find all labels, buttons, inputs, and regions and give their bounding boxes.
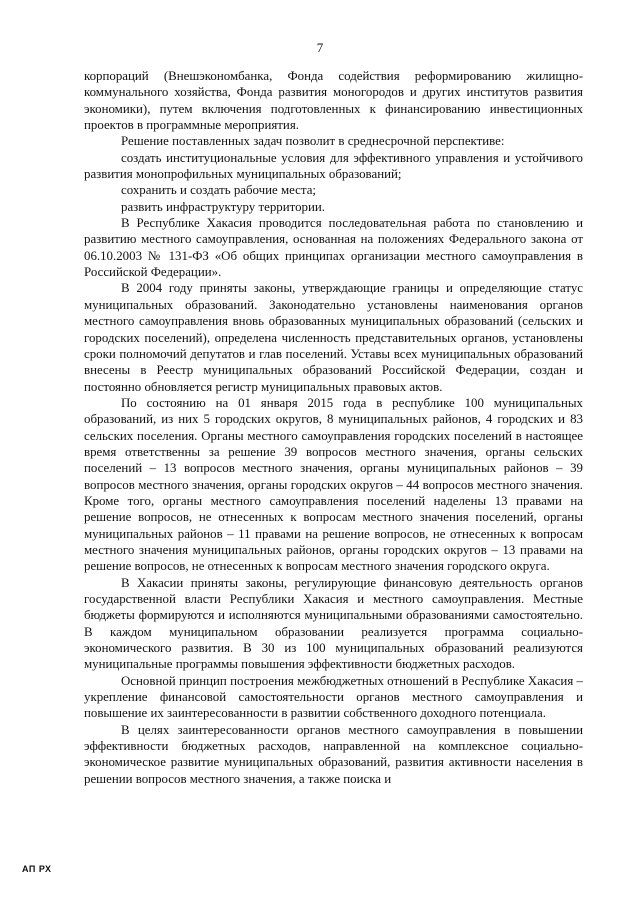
paragraph-tasks-intro: Решение поставленных задач позволит в среднесрочной перспективе: xyxy=(121,134,505,149)
footer-mark: АП РХ xyxy=(22,864,52,874)
page-number: 7 xyxy=(316,40,324,55)
paragraph: Основной принцип построения межбюджетных отношений в Республике Хакасия – укрепление финансовой самостоятельности органов местного самоуправления и повышение их заинтересованности в развитии собственного доходного потенциала. xyxy=(84,673,583,721)
paragraph: В целях заинтересованности органов местного самоуправления в повышении эффективности бюджетных расходов, направленной на комплексное социально-экономическое развитие муниципальных образований, развития активности населения в решении вопросов местного значения, а также поиска и xyxy=(84,722,583,786)
body-text xyxy=(84,68,583,787)
paragraph-list-item: создать институциональные условия для эффективного управления и устойчивого развития монопрофильных муниципальных образований; xyxy=(84,150,583,182)
paragraph-list-item: развить инфраструктуру территории. xyxy=(121,199,325,214)
paragraph: В 2004 году приняты законы, утверждающие границы и определяющие статус муниципальных образований. Законодательно установлены наименования органов местного самоуправления вновь образованных муниципальных образований (сельских и городских поселений), определена численность представительных органов, установлены сроки полномочий депутатов и глав поселений. Уставы всех муниципальных образований внесены в Реестр муниципальных образований Российской Федерации, создан и постоянно обновляется регистр муниципальных правовых актов. xyxy=(84,281,583,394)
paragraph: По состоянию на 01 января 2015 года в республике 100 муниципальных образований, из них 5 городских округов, 8 муниципальных районов, 4 городских и 83 сельских поселения. Органы местного самоуправления городских поселений в настоящее время ответственны за решение 39 вопросов местного значения, органы сельских поселений – 13 вопросов местного значения, органы муниципальных районов – 39 вопросов местного значения, органы городских округов – 44 вопросов местного значения. Кроме того, органы местного самоуправления поселений наделены 13 правами на решение вопросов, не отнесенных к вопросам местного значения поселений, органы муниципальных районов – 11 правами на решение вопросов, не отнесенных к вопросам местного значения муниципальных районов, органы городских округов – 13 правами на решение вопросов, не отнесенных к вопросам местного значения городского округа. xyxy=(84,395,583,574)
paragraph: В Хакасии приняты законы, регулирующие финансовую деятельность органов государственной власти Республики Хакасия и местного самоуправления. Местные бюджеты формируются и исполняются муниципальными образованиями самостоятельно. В каждом муниципальном образовании реализуется программа социально-экономического развития. В 30 из 100 муниципальных образований реализуются муниципальные программы повышения эффективности бюджетных расходов. xyxy=(84,575,583,672)
paragraph-continuation: корпораций (Внешэкономбанка, Фонда содействия реформированию жилищно-коммунального хозяйства, Фонда развития моногородов и других институтов развития экономики), путем включения подготовленных к финансированию инвестиционных проектов в программные мероприятия. xyxy=(84,69,583,133)
paragraph: В Республике Хакасия проводится последовательная работа по становлению и развитию местного самоуправления, основанная на положениях Федерального закона от 06.10.2003 № 131-ФЗ «Об общих принципах организации местного самоуправления в Российской Федерации». xyxy=(84,216,583,280)
paragraph-list-item: сохранить и создать рабочие места; xyxy=(121,183,316,198)
